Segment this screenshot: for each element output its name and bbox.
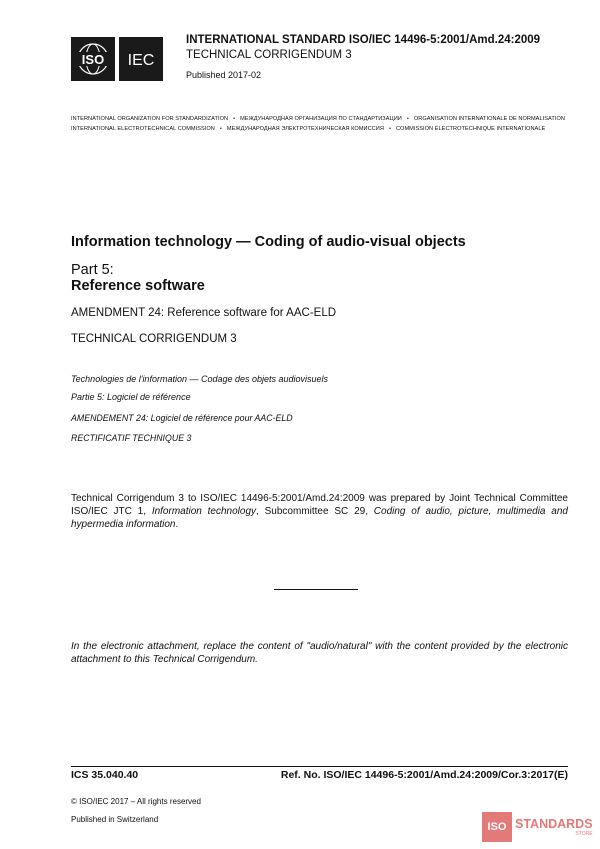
part-label: Part 5: xyxy=(71,262,114,278)
foreword-text: , Subcommittee SC 29, xyxy=(256,506,374,517)
instruction-paragraph: In the electronic attachment, replace the content of "audio/natural" with the content provided by the electronic attachment to this Technical Corrigendum. xyxy=(71,641,568,665)
corrigendum-title: TECHNICAL CORRIGENDUM 3 xyxy=(71,333,237,345)
store-watermark xyxy=(482,812,593,842)
standard-number: INTERNATIONAL STANDARD ISO/IEC 14496-5:2001/Amd.24:2009 xyxy=(186,34,541,46)
org-iec-fr: COMMISSION ÉLECTROTECHNIQUE INTERNATIONALE xyxy=(395,126,546,132)
org-iec-ru: МЕЖДУНАРОДНАЯ ЭЛЕКТРОТЕХНИЧЕСКАЯ КОМИССИЯ xyxy=(226,126,384,132)
bullet: • xyxy=(233,116,236,122)
iso-logo-text: ISO xyxy=(81,52,105,67)
copyright-notice: © ISO/IEC 2017 – All rights reserved xyxy=(71,797,201,806)
committee-name: Information technology xyxy=(151,506,257,517)
french-amendment: AMENDEMENT 24: Logiciel de référence pour AAC-ELD xyxy=(71,413,293,423)
watermark-store: STORE xyxy=(575,830,593,837)
iso-logo xyxy=(71,37,115,81)
iec-logo xyxy=(119,37,163,81)
footer-rule xyxy=(71,766,568,767)
bullet: • xyxy=(219,126,222,132)
separator-line xyxy=(274,589,358,590)
organizations-row-1 xyxy=(71,116,571,122)
french-corrigendum: RECTIFICATIF TECHNIQUE 3 xyxy=(71,433,192,443)
watermark-badge: ISO xyxy=(482,812,512,842)
ics-code: ICS 35.040.40 xyxy=(71,769,139,781)
iso-logo-icon xyxy=(71,37,115,81)
published-date: Published 2017-02 xyxy=(186,70,262,80)
org-iso-en: INTERNATIONAL ORGANIZATION FOR STANDARDIZATION xyxy=(71,116,229,122)
org-iec-en: INTERNATIONAL ELECTROTECHNICAL COMMISSION xyxy=(71,126,215,132)
org-iso-ru: МЕЖДУНАРОДНАЯ ОРГАНИЗАЦИЯ ПО СТАНДАРТИЗАЦИИ xyxy=(240,116,402,122)
french-part: Partie 5: Logiciel de référence xyxy=(71,392,191,402)
foreword-text: . xyxy=(175,519,179,530)
org-iso-fr: ORGANISATION INTERNATIONALE DE NORMALISATION xyxy=(413,116,565,122)
logo-group xyxy=(71,37,167,81)
foreword-text: Technical Corrigendum 3 to ISO/IEC 14496-5:2001/Amd.24:2009 was prepared by Joint Technical Committee ISO/IEC JTC 1, xyxy=(71,493,568,517)
corrigendum-label: TECHNICAL CORRIGENDUM 3 xyxy=(186,49,352,61)
iec-logo-icon xyxy=(119,37,163,81)
bullet: • xyxy=(406,116,409,122)
watermark-text: STANDARDS xyxy=(515,816,593,831)
document-title: Information technology — Coding of audio-visual objects xyxy=(71,234,466,250)
amendment-title: AMENDMENT 24: Reference software for AAC-ELD xyxy=(71,307,337,319)
organizations-row-2 xyxy=(71,126,571,132)
part-title: Reference software xyxy=(71,278,205,294)
french-title: Technologies de l'information — Codage des objets audiovisuels xyxy=(71,374,329,384)
foreword-paragraph xyxy=(71,492,568,531)
iec-logo-text: IEC xyxy=(127,52,155,69)
published-location: Published in Switzerland xyxy=(71,815,159,824)
subcommittee-name: Coding of audio, picture, multimedia and hypermedia information xyxy=(71,506,568,530)
reference-number: Ref. No. ISO/IEC 14496-5:2001/Amd.24:2009/Cor.3:2017(E) xyxy=(280,769,568,781)
bullet: • xyxy=(388,126,391,132)
